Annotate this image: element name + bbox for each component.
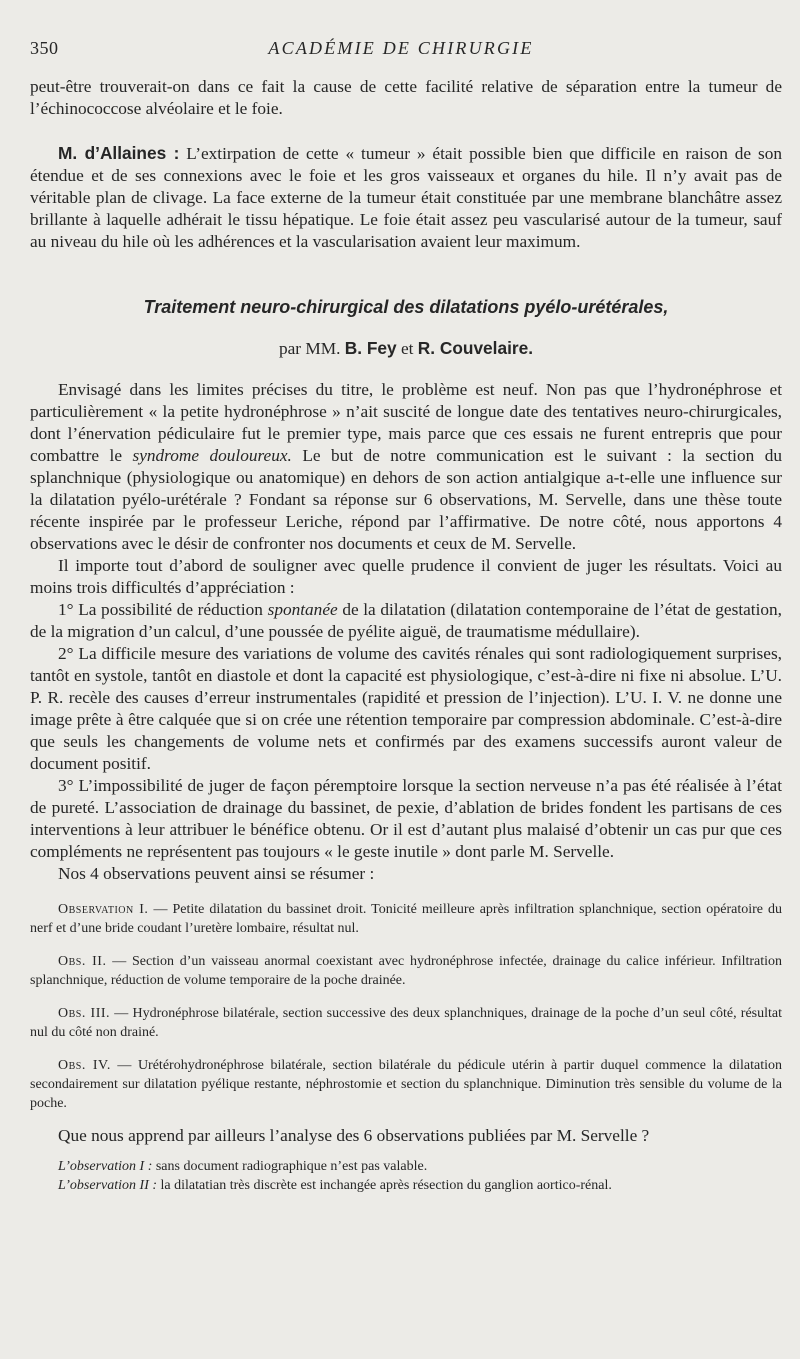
observation-3: Obs. III. — Hydronéphrose bilatérale, section successive des deux splanchniques, drainage de la poche d’un seul côté, résultat nul du côté non drainé. [30, 1006, 782, 1040]
observation-1: Observation I. — Petite dilatation du bassinet droit. Tonicité meilleure après infiltration splanchnique, section opératoire du nerf et d’une bride coudant l’uretère lombaire, résultat nul. [30, 902, 782, 936]
author-couvelaire: R. Couvelaire. [417, 338, 534, 358]
observation-2: Obs. II. — Section d’un vaisseau anormal coexistant avec hydronéphrose infectée, drainage du calice inférieur. Infiltration splanchnique, réduction de volume temporaire de la poche drainée. [30, 954, 783, 988]
paragraph-difficulty-3: 3° L’impossibilité de juger de façon péremptoire lorsque la section nerveuse n’a pas été réalisée à l’état de pureté. L’association de drainage du bassinet, de pexie, d’ablation de brides fondent les partisans de ces interventions à leur attribuer le bénéfice obtenu. Or il est d’autant plus malaisé d’obtenir un cas pur que ces compléments ne représentent pas toujours « le geste inutile » dont parle M. Servelle. [30, 776, 782, 861]
paragraph-summary-lead: Nos 4 observations peuvent ainsi se résumer : [58, 864, 375, 883]
observation-4: Obs. IV. — Urétérohydronéphrose bilatérale, section bilatérale du pédicule utérin à partir duquel commence la dilatation secondairement sur dilatation pyélique restante, néphrostomie et section du splanchnique. Diminution très sensible du volume de la poche. [30, 1058, 783, 1111]
note-observation-1: L’observation I : sans document radiographique n’est pas valable. [58, 1159, 428, 1174]
body-text [30, 76, 782, 1195]
speaker-text: L’extirpation de cette « tumeur » était possible bien que difficile en raison de son étendue et de ses connexions avec le foie et les gros vaisseaux et organes du hile. Il n’y avait pas de véritable plan de clivage. La face externe de la tumeur était constituée par une membrane blanchâtre assez brillante à laquelle adhérait le tissu hépatique. Le foie était assez peu vascularisé autour de la tumeur, sauf au niveau du hile où les adhérences et la vascularisation avaient leur maximum. [30, 144, 782, 251]
byline-and: et [400, 339, 414, 358]
paragraph-continuation: peut-être trouverait-on dans ce fait la cause de cette facilité relative de séparation entre la tumeur de l’échinococcose alvéolaire et le foie. [30, 77, 782, 118]
emphasis-spontanee: spontanée [267, 600, 338, 619]
paragraph-allaines [30, 142, 782, 253]
running-title: ACADÉMIE DE CHIRURGIE [268, 38, 534, 58]
paragraph-servelle-question: Que nous apprend par ailleurs l’analyse des 6 observations publiées par M. Servelle ? [58, 1126, 650, 1145]
paragraph-difficulty-2: 2° La difficile mesure des variations de volume des cavités rénales qui sont radiologiquement surprises, tantôt en systole, tantôt en diastole et dont la capacité est physiologique, c’est-à-dire ni fixe ni absolue. L’U. P. R. recèle des causes d’erreur instrumentales (rapidité et pression de l’injection). L’U. I. V. ne donne une image prête à être calquée que si on crée une rétention temporaire par compression abdominale. C’est-à-dire que seuls les changements de volume nets et confirmés par des examens successifs auront valeur de document positif. [30, 644, 782, 773]
paragraph-prudence: Il importe tout d’abord de souligner avec quelle prudence il convient de juger les résultats. Voici au moins trois difficultés d’appréciation : [30, 556, 782, 597]
page-header [30, 38, 772, 62]
author-fey: B. Fey [344, 338, 397, 358]
paragraph-intro: Envisagé dans les limites précises du titre, le problème est neuf. Non pas que l’hydronéphrose et particulièrement « la petite hydronéphrose » n’ait suscité de longue date des tentatives neuro-chirurgicales, dont l’énervation pédiculaire fut le premier type, mais parce que ces essais ne furent entrepris que pour combattre le syndrome douloureux. Le but de notre communication est le suivant : la section du splanchnique (physiologique ou anatomique) en dehors de son action antialgique a-t-elle une influence sur la dilatation pyélo-urétérale ? Fondant sa réponse sur 6 observations, M. Servelle, dans une thèse toute récente inspirée par le professeur Leriche, répond par l’affirmative. De notre côté, nous apportons 4 observations avec le désir de confronter nos documents et ceux de M. Servelle. [30, 380, 782, 553]
article-byline [30, 338, 782, 359]
note-observation-2: L’observation II : la dilatatian très discrète est inchangée après résection du ganglion aortico-rénal. [58, 1178, 612, 1193]
page-number: 350 [30, 38, 59, 58]
byline-prefix: par MM. [278, 339, 341, 358]
speaker-name: M. d’Allaines : [58, 143, 180, 163]
paragraph-difficulty-1: 1° La possibilité de réduction spontanée de la dilatation (dilatation contemporaine de l’état de gestation, de la migration d’un calcul, d’une poussée de pyélite aiguë, de traumatisme médullaire). [30, 600, 782, 641]
article-title: Traitement neuro-chirurgical des dilatations pyélo-urétérales, [143, 297, 669, 317]
emphasis-syndrome: syndrome douloureux. [132, 446, 292, 465]
